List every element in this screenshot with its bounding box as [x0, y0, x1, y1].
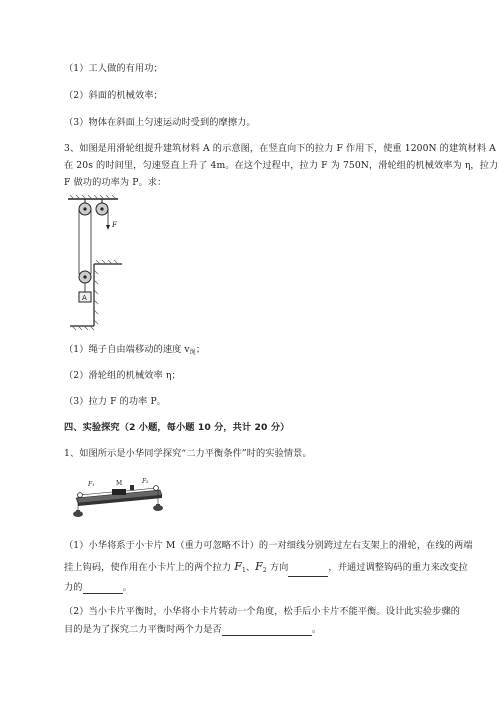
exp1-p2-line1: （2）当小卡片平衡时，小华将小卡片转动一个角度，松手后小卡片不能平衡。设计此实验步骤的	[64, 606, 461, 617]
q3-stem-line3: F 做功的功率为 P。求：	[64, 177, 167, 188]
exp1-p1-line3-a: 力的	[64, 582, 83, 593]
q3-sub1	[64, 344, 205, 359]
exp1-p1-line1: （1）小华将系于小卡片 M（重力可忽略不计）的一对细线分别跨过左右支架上的滑轮，在线的两端	[64, 540, 473, 551]
q3-sub3: （3）拉力 F 的功率 P。	[64, 396, 167, 407]
q2-sub3: （3）物体在斜面上匀速运动时受到的摩擦力。	[64, 117, 256, 128]
two-force-apparatus	[70, 474, 166, 524]
section-heading: 四、实验探究（2 小题，每小题 10 分，共计 20 分）	[64, 422, 290, 433]
q3-stem-line1: 3、如图是用滑轮组提升建筑材料 A 的示意图，在竖直向下的拉力 F 作用下，使重 1200N 的建筑材料 A	[64, 143, 496, 154]
exp1-p1-line3-b: 。	[122, 582, 132, 593]
exp1-p2-line2-a: 目的是为了探究二力平衡时两个力是否	[64, 624, 222, 635]
force-f1-sub: 1	[241, 567, 246, 574]
q3-sub1-subscript: 绳	[189, 349, 196, 356]
exp1-p1-line2-b: 方向	[266, 562, 289, 573]
fig-label-A: A	[82, 294, 87, 302]
exp1-p2-line2-b: 。	[311, 624, 322, 635]
answer-blank-purpose[interactable]	[222, 625, 312, 636]
fig-label-F: F	[112, 221, 117, 229]
exp1-p1-line2-c: ，并通过调整钩码的重力来改变拉	[328, 562, 468, 573]
q3-sub1-end: ；	[195, 344, 206, 355]
fig-label-M: M	[116, 480, 123, 487]
fig-label-F1: F₁	[88, 481, 95, 488]
q2-sub1: （1）工人做的有用功；	[64, 63, 163, 74]
pulley-diagram	[66, 194, 126, 334]
force-f2-sub: 2	[262, 567, 267, 574]
exp1-p1-line2-a: 挂上钩码，使作用在小卡片上的两个拉力	[64, 562, 235, 573]
exp1-stem: 1、如图所示是小华同学探究“二力平衡条件”时的实验情景。	[64, 448, 312, 459]
q3-stem-line2: 在 20s 的时间里，匀速竖直上升了 4m。在这个过程中，拉力 F 为 750N，滑轮组的机械效率为 η，拉力	[64, 160, 499, 171]
answer-blank-magnitude[interactable]	[83, 583, 123, 594]
force-f1: F	[234, 560, 242, 573]
q3-sub1-text: （1）绳子自由端移动的速度 v	[64, 344, 190, 355]
q3-sub2: （2）滑轮组的机械效率 η；	[64, 370, 181, 381]
exp1-p1-line2	[64, 561, 468, 577]
exp1-p1-sep: 、	[245, 562, 256, 573]
exp1-p2-line2	[64, 624, 321, 636]
force-f2: F	[255, 560, 263, 573]
answer-blank-direction[interactable]	[288, 566, 328, 577]
exp1-p1-line3	[64, 582, 132, 594]
fig-label-F2: F₂	[142, 478, 149, 485]
q2-sub2: （2）斜面的机械效率；	[64, 90, 163, 101]
